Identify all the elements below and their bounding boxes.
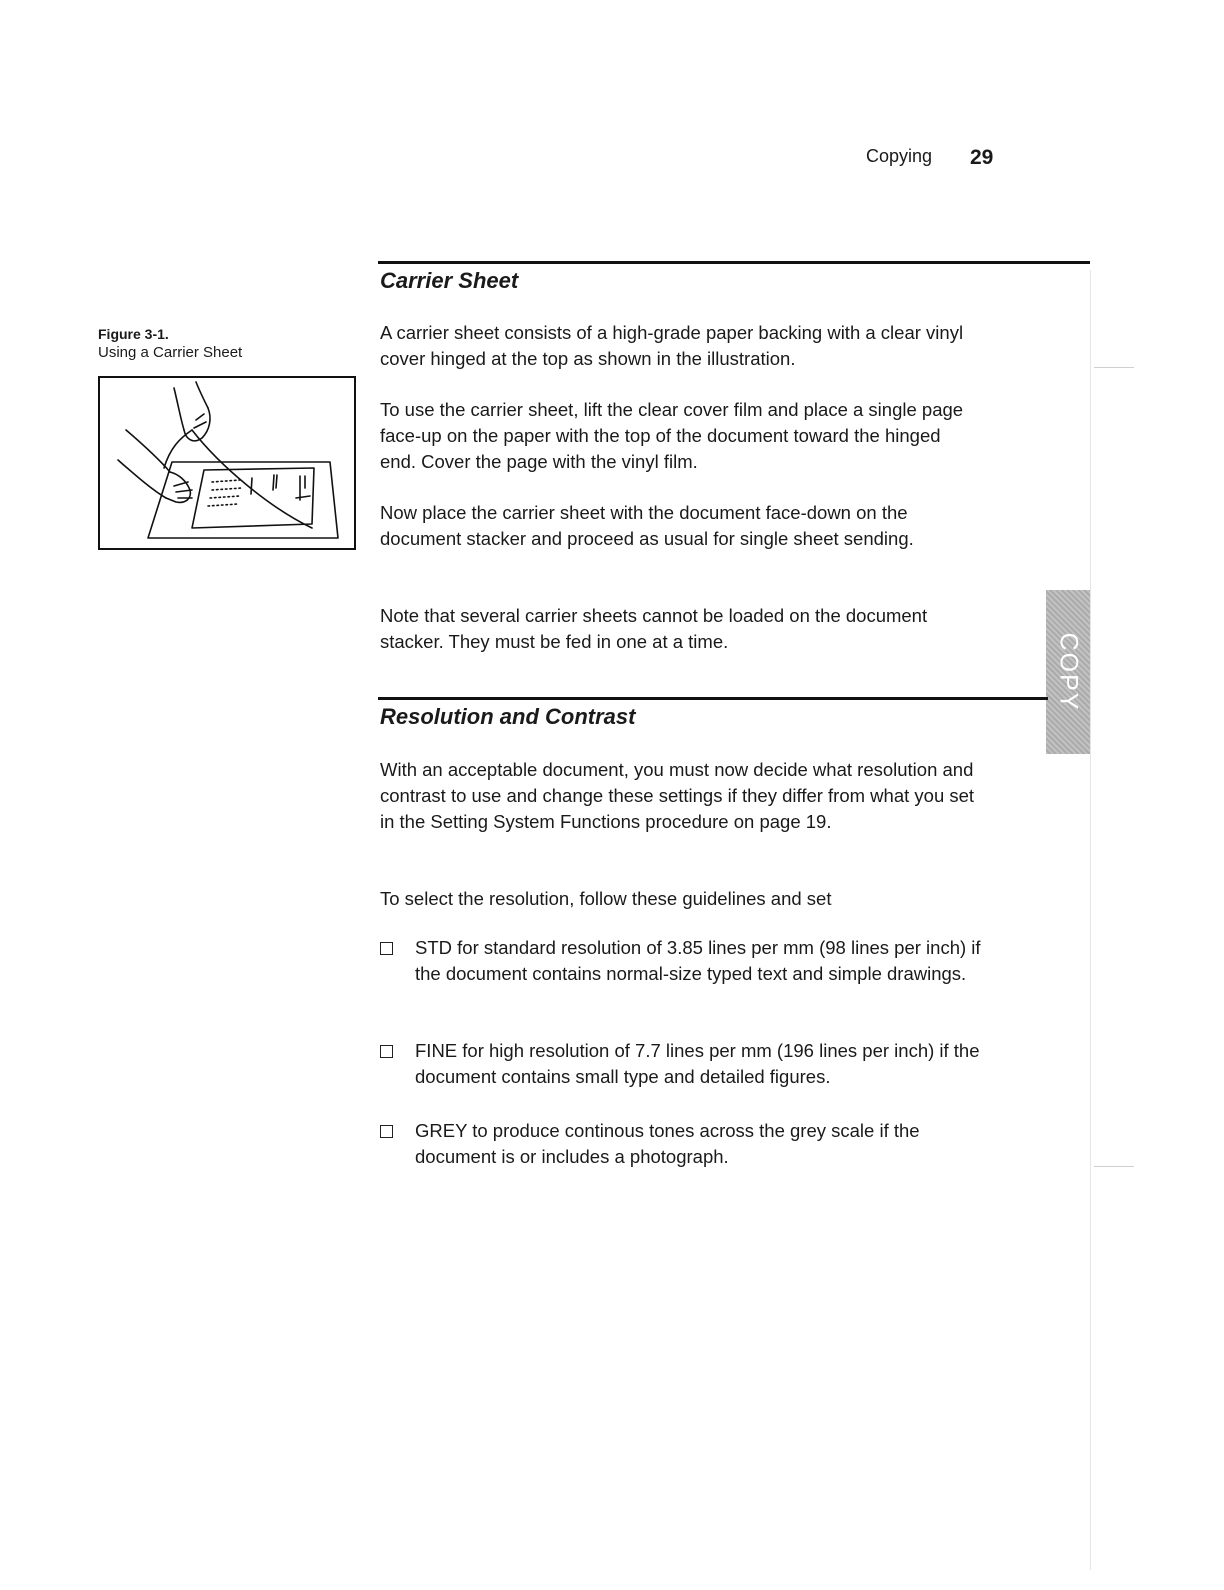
figure-frame (98, 376, 356, 550)
paragraph: To select the resolution, follow these guidelines and set (380, 888, 832, 909)
running-head: Copying (866, 146, 933, 166)
list-item-text: STD for standard resolution of 3.85 lines per mm (98 lines per inch) if the document contains normal-size typed text and simple drawings. (415, 937, 981, 984)
section-rule (378, 697, 1048, 700)
paragraph: To use the carrier sheet, lift the clear cover film and place a single page face-up on the paper with the top of the document toward the hinged end. Cover the page with the vinyl film. (380, 399, 964, 472)
list-item-text: FINE for high resolution of 7.7 lines per mm (196 lines per inch) if the document contains small type and detailed figures. (415, 1040, 980, 1087)
list-item-text: GREY to produce continous tones across the grey scale if the document is or includes a photograph. (415, 1120, 920, 1167)
section-rule (378, 261, 1090, 264)
side-tab-label: COPY (1054, 632, 1083, 712)
section-heading-carrier-sheet: Carrier Sheet (380, 268, 519, 293)
list-item (380, 935, 990, 987)
carrier-sheet-illustration (100, 378, 354, 548)
list-item (380, 1038, 1000, 1090)
checkbox-icon (380, 942, 393, 955)
page-edge-tick (1094, 367, 1134, 368)
section-heading-resolution: Resolution and Contrast (380, 704, 636, 729)
paragraph: With an acceptable document, you must now decide what resolution and contrast to use and change these settings if they differ from what you set in the Setting System Functions procedure on page 19. (380, 759, 975, 832)
figure-label: Figure 3-1. (98, 326, 169, 342)
figure-caption: Using a Carrier Sheet (98, 344, 243, 361)
page-edge-line (1090, 270, 1091, 1570)
page-number: 29 (970, 146, 994, 169)
paragraph: Now place the carrier sheet with the document face-down on the document stacker and proceed as usual for single sheet sending. (380, 502, 914, 549)
page-edge-tick (1094, 1166, 1134, 1167)
list-item (380, 1118, 990, 1170)
checkbox-icon (380, 1045, 393, 1058)
checkbox-icon (380, 1125, 393, 1138)
paragraph: Note that several carrier sheets cannot be loaded on the document stacker. They must be fed in one at a time. (380, 605, 928, 652)
section-side-tab (1046, 590, 1090, 754)
paragraph: A carrier sheet consists of a high-grade paper backing with a clear vinyl cover hinged at the top as shown in the illustration. (380, 322, 964, 369)
